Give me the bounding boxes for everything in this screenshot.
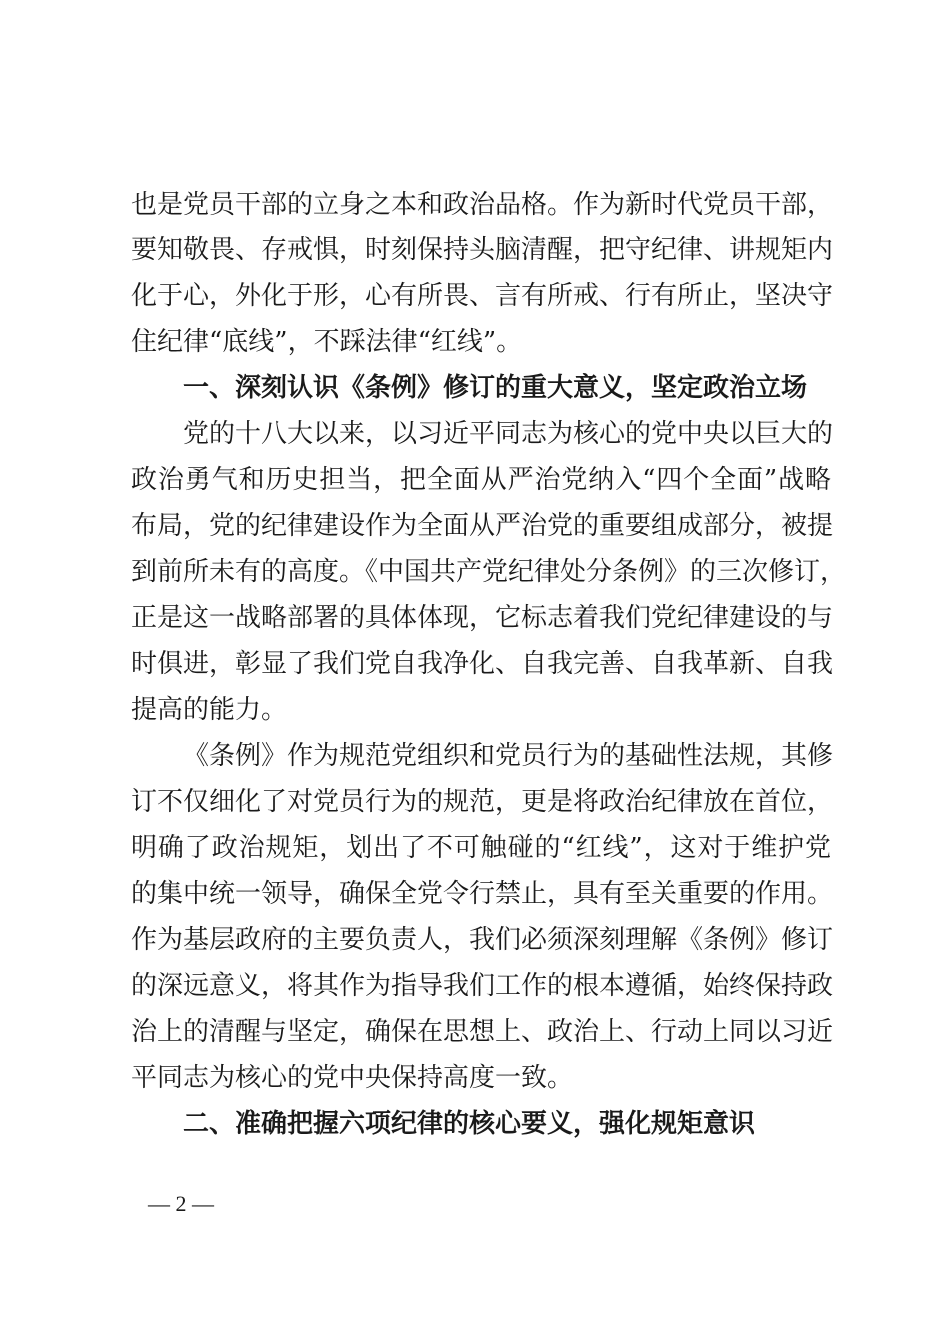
paragraph-line: 作为基层政府的主要负责人，我们必须深刻理解《条例》修订 [131,925,834,955]
paragraph-line: 时俱进，彰显了我们党自我净化、自我完善、自我革新、自我 [131,649,834,679]
paragraph-line: 党的十八大以来，以习近平同志为核心的党中央以巨大的 [183,419,834,449]
paragraph-line: 化于心，外化于形，心有所畏、言有所戒、行有所止，坚决守 [131,281,834,311]
paragraph-line: 正是这一战略部署的具体体现，它标志着我们党纪律建设的与 [131,603,834,633]
paragraph-line: 政治勇气和历史担当，把全面从严治党纳入“四个全面”战略 [131,465,831,495]
paragraph-line: 的集中统一领导，确保全党令行禁止，具有至关重要的作用。 [131,879,834,909]
paragraph-line: 订不仅细化了对党员行为的规范，更是将政治纪律放在首位， [131,787,834,817]
paragraph-line: 到前所未有的高度。《中国共产党纪律处分条例》的三次修订， [131,557,847,587]
paragraph-line: 提高的能力。 [131,695,288,725]
page-number: — 2 — [148,1191,214,1216]
paragraph-line: 平同志为核心的党中央保持高度一致。 [131,1063,574,1093]
paragraph-line: 也是党员干部的立身之本和政治品格。作为新时代党员干部， [131,190,834,220]
paragraph-line: 的深远意义，将其作为指导我们工作的根本遵循，始终保持政 [131,971,834,1001]
paragraph-line: 住纪律“底线”，不踩法律“红线”。 [131,327,523,357]
paragraph-line: 《条例》作为规范党组织和党员行为的基础性法规，其修 [183,741,834,771]
paragraph-line: 明确了政治规矩，划出了不可触碰的“红线”，这对于维护党 [131,833,831,863]
section-heading-2: 二、准确把握六项纪律的核心要义，强化规矩意识 [183,1109,756,1139]
paragraph-line: 要知敬畏、存戒惧，时刻保持头脑清醒，把守纪律、讲规矩内 [131,235,834,265]
section-heading-1: 一、深刻认识《条例》修订的重大意义，坚定政治立场 [183,373,808,403]
paragraph-line: 治上的清醒与坚定，确保在思想上、政治上、行动上同以习近 [131,1017,834,1047]
paragraph-line: 布局，党的纪律建设作为全面从严治党的重要组成部分，被提 [131,511,834,541]
